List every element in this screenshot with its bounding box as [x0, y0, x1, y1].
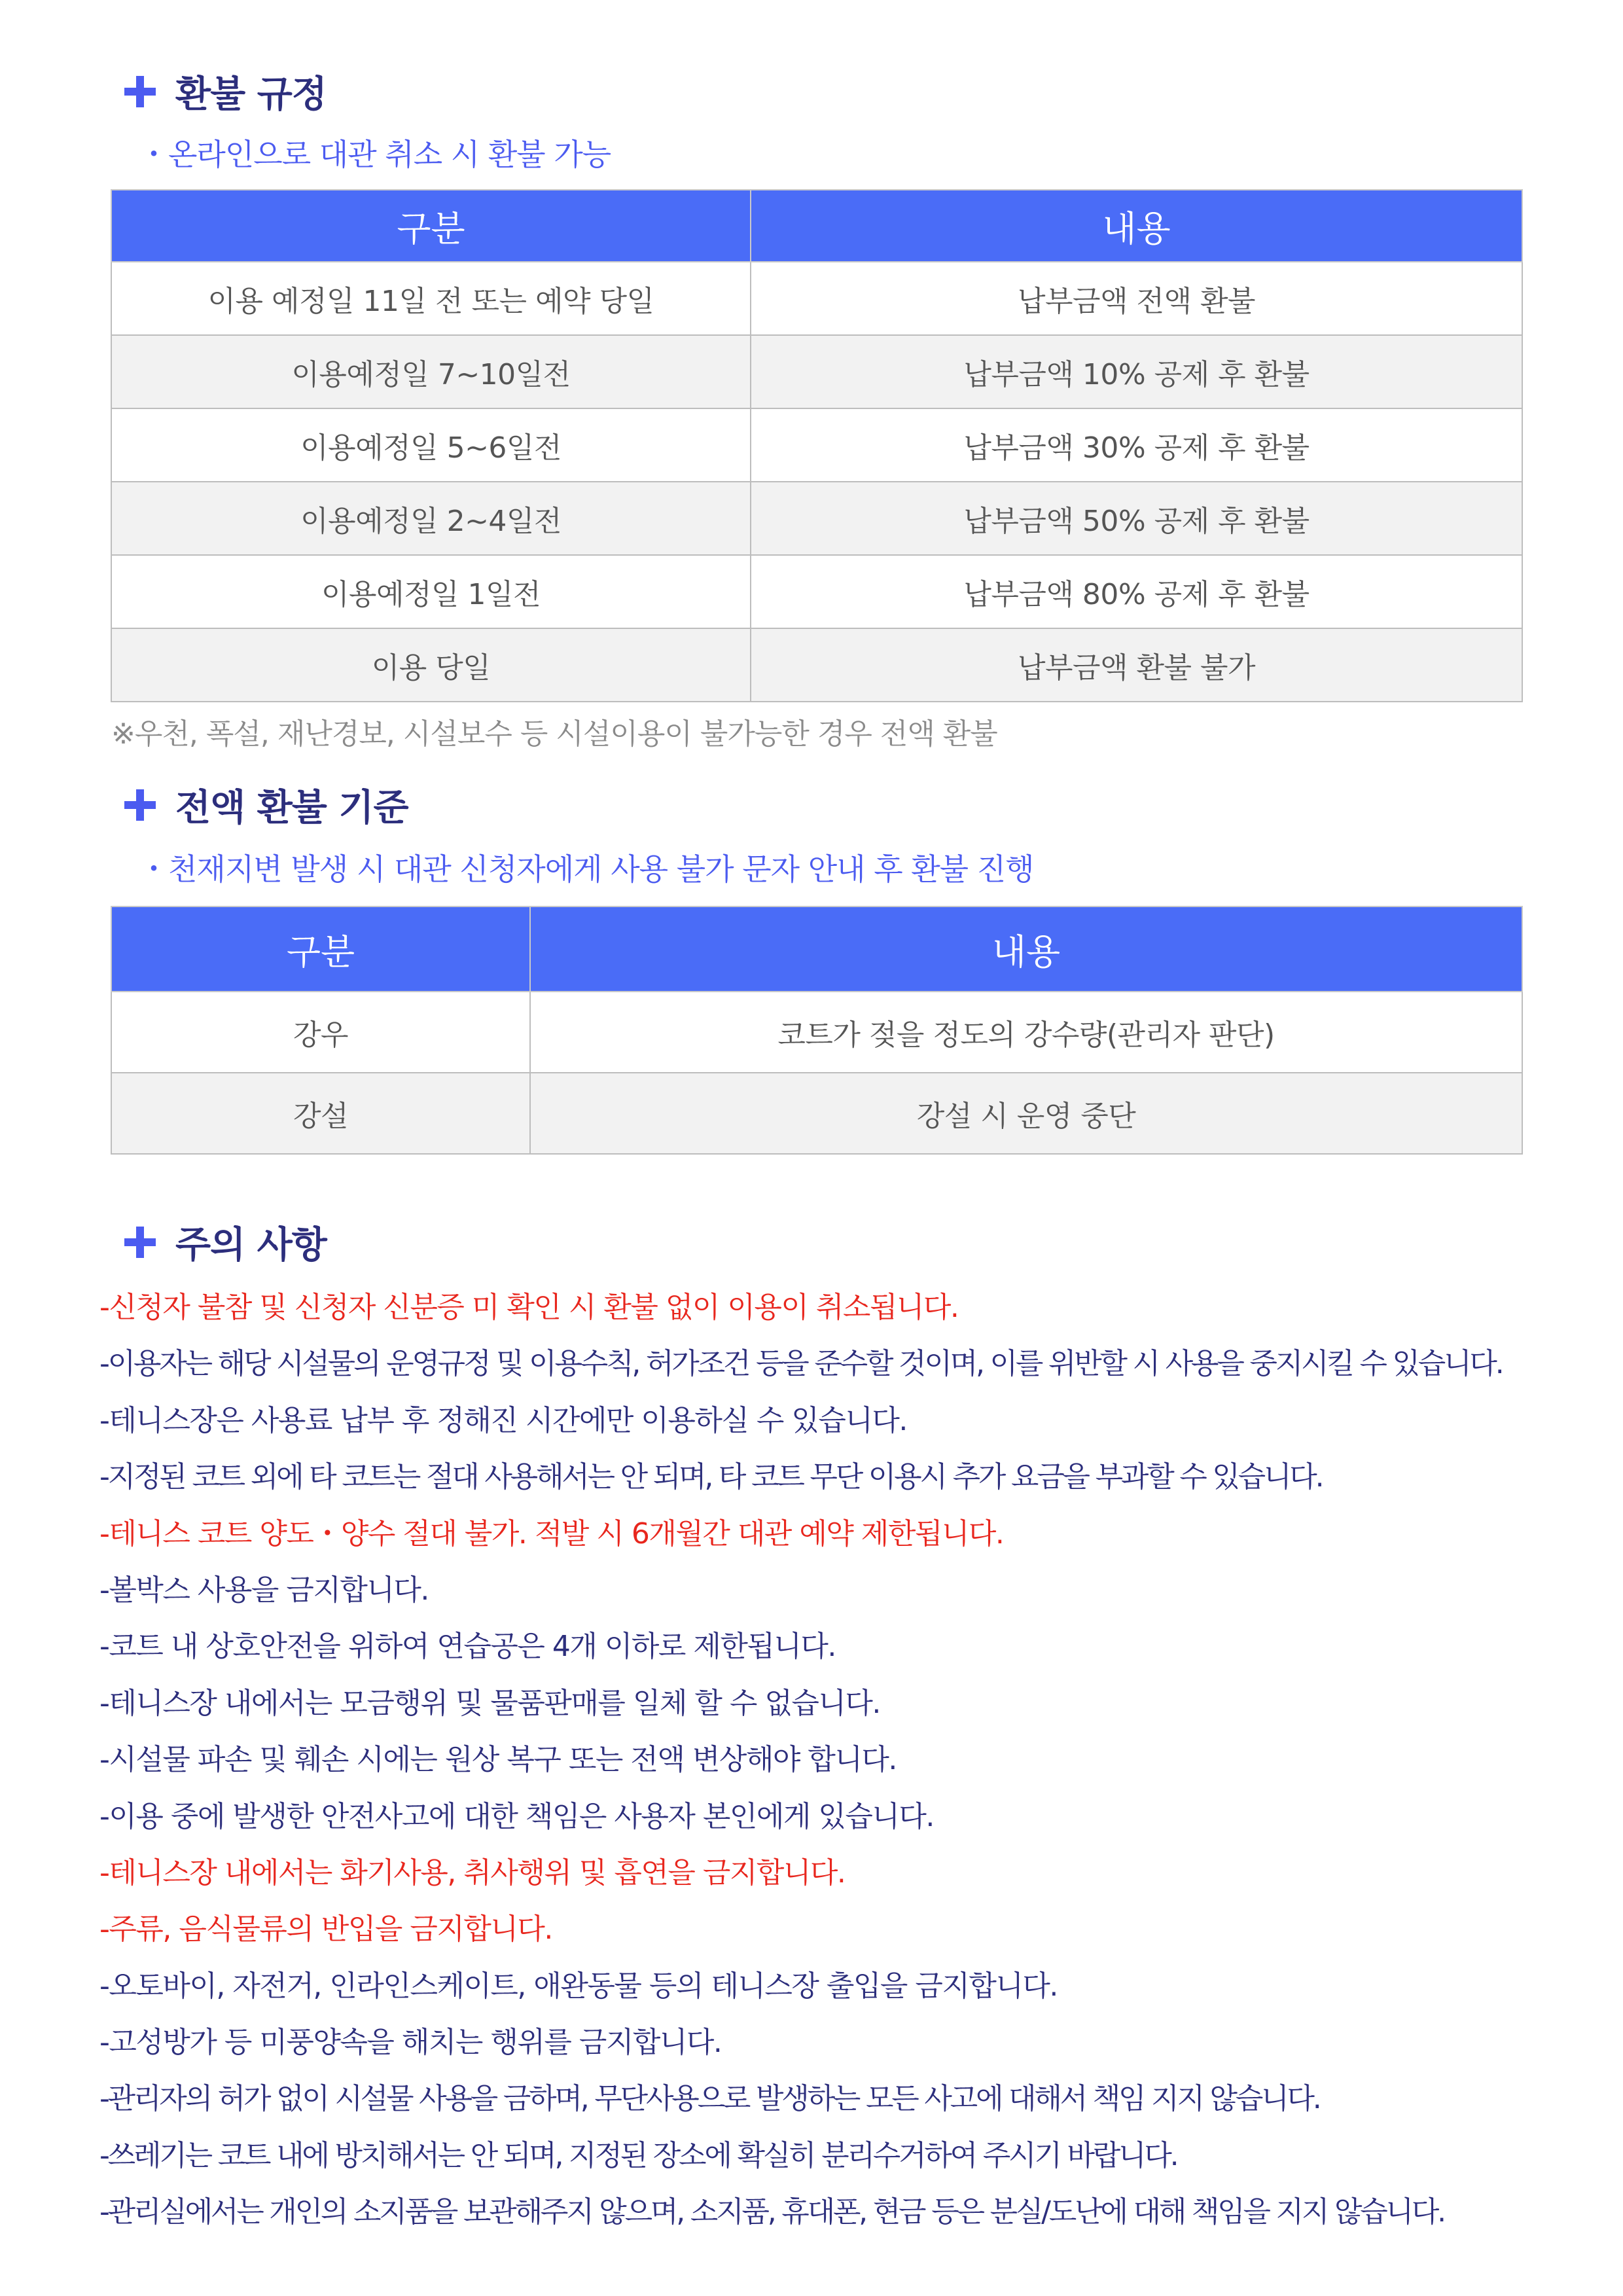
row-category: 이용예정일 1일전	[111, 555, 751, 628]
refund-policy-bullet: ・온라인으로 대관 취소 시 환불 가능	[139, 137, 611, 172]
table-row	[111, 992, 1522, 1073]
table-header-row	[111, 906, 1522, 992]
cautions-list	[99, 1280, 1503, 2241]
list-item: -이용자는 해당 시설물의 운영규정 및 이용수칙, 허가조건 등을 준수할 것이며, 이를 위반할 시 사용을 중지시킬 수 있습니다.	[99, 1347, 1503, 1381]
row-content: 코트가 젖을 정도의 강수량(관리자 판단)	[530, 992, 1522, 1073]
table-row	[111, 262, 1522, 335]
list-item: -테니스장 내에서는 모금행위 및 물품판매를 일체 할 수 없습니다.	[99, 1686, 880, 1720]
row-content: 납부금액 30% 공제 후 환불	[751, 408, 1522, 482]
row-content: 납부금액 80% 공제 후 환불	[751, 555, 1522, 628]
column-header-content: 내용	[530, 906, 1522, 992]
table-row	[111, 482, 1522, 555]
row-content: 납부금액 10% 공제 후 환불	[751, 335, 1522, 408]
list-item: -쓰레기는 코트 내에 방치해서는 안 되며, 지정된 장소에 확실히 분리수거하여 주시기 바랍니다.	[99, 2138, 1177, 2172]
column-header-category: 구분	[111, 190, 751, 262]
list-item: -관리자의 허가 없이 시설물 사용을 금하며, 무단사용으로 발생하는 모든 사고에 대해서 책임 지지 않습니다.	[99, 2082, 1320, 2116]
list-item: -코트 내 상호안전을 위하여 연습공은 4개 이하로 제한됩니다.	[99, 1630, 836, 1664]
row-category: 강우	[111, 992, 530, 1073]
cautions-heading	[124, 1216, 327, 1268]
list-item: -이용 중에 발생한 안전사고에 대한 책임은 사용자 본인에게 있습니다.	[99, 1799, 934, 1833]
refund-policy-heading	[124, 65, 327, 118]
list-item: -오토바이, 자전거, 인라인스케이트, 애완동물 등의 테니스장 출입을 금지합니다.	[99, 1969, 1058, 2003]
column-header-category: 구분	[111, 906, 530, 992]
table-row	[111, 555, 1522, 628]
full-refund-bullet: ・천재지변 발생 시 대관 신청자에게 사용 불가 문자 안내 후 환불 진행	[139, 852, 1034, 887]
row-category: 이용예정일 5~6일전	[111, 408, 751, 482]
row-category: 이용 당일	[111, 628, 751, 702]
refund-policy-title: 환불 규정	[175, 73, 327, 116]
full-refund-table	[111, 906, 1523, 1155]
refund-policy-table	[111, 189, 1523, 702]
row-content: 납부금액 50% 공제 후 환불	[751, 482, 1522, 555]
list-item: -테니스장은 사용료 납부 후 정해진 시간에만 이용하실 수 있습니다.	[99, 1403, 907, 1437]
list-item: -테니스 코트 양도・양수 절대 불가. 적발 시 6개월간 대관 예약 제한됩니다.	[99, 1516, 1004, 1551]
list-item: -신청자 불참 및 신청자 신분증 미 확인 시 환불 없이 이용이 취소됩니다.	[99, 1291, 959, 1324]
plus-icon	[124, 789, 156, 821]
plus-icon	[124, 76, 156, 107]
row-content: 납부금액 전액 환불	[751, 262, 1522, 335]
refund-footnote: ※우천, 폭설, 재난경보, 시설보수 등 시설이용이 불가능한 경우 전액 환불	[111, 717, 997, 751]
row-category: 이용예정일 7~10일전	[111, 335, 751, 408]
list-item: -관리실에서는 개인의 소지품을 보관해주지 않으며, 소지품, 휴대폰, 현금 등은 분실/도난에 대해 책임을 지지 않습니다.	[99, 2195, 1444, 2229]
list-item: -테니스장 내에서는 화기사용, 취사행위 및 흡연을 금지합니다.	[99, 1856, 846, 1890]
full-refund-heading	[124, 779, 408, 831]
plus-icon	[124, 1227, 156, 1258]
list-item: -지정된 코트 외에 타 코트는 절대 사용해서는 안 되며, 타 코트 무단 이용시 추가 요금을 부과할 수 있습니다.	[99, 1460, 1323, 1494]
table-header-row	[111, 190, 1522, 262]
list-item: -고성방가 등 미풍양속을 해치는 행위를 금지합니다.	[99, 2026, 722, 2060]
table-row	[111, 1073, 1522, 1154]
full-refund-title: 전액 환불 기준	[175, 787, 408, 829]
row-category: 강설	[111, 1073, 530, 1154]
table-row	[111, 335, 1522, 408]
row-category: 이용예정일 2~4일전	[111, 482, 751, 555]
row-category: 이용 예정일 11일 전 또는 예약 당일	[111, 262, 751, 335]
row-content: 강설 시 운영 중단	[530, 1073, 1522, 1154]
list-item: -볼박스 사용을 금지합니다.	[99, 1573, 429, 1607]
table-row	[111, 628, 1522, 702]
column-header-content: 내용	[751, 190, 1522, 262]
cautions-title: 주의 사항	[175, 1224, 327, 1266]
list-item: -시설물 파손 및 훼손 시에는 원상 복구 또는 전액 변상해야 합니다.	[99, 1743, 897, 1777]
row-content: 납부금액 환불 불가	[751, 628, 1522, 702]
list-item: -주류, 음식물류의 반입을 금지합니다.	[99, 1912, 552, 1946]
table-row	[111, 408, 1522, 482]
